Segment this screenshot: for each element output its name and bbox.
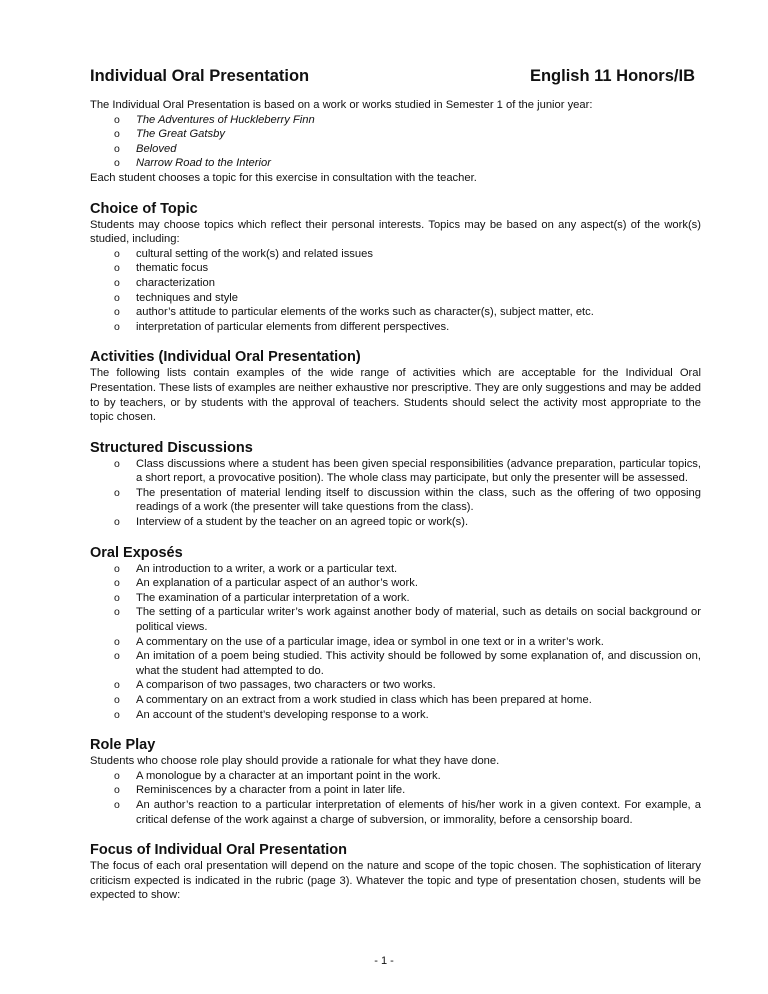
list-item: o A commentary on an extract from a work studied in class which has been prepared at home. (90, 693, 701, 708)
list-item: o Interview of a student by the teacher on an agreed topic or work(s). (90, 515, 701, 530)
page-number: - 1 - (374, 955, 394, 967)
page-content (90, 66, 701, 903)
list-item: o An account of the student’s developing response to a work. (90, 708, 701, 723)
course-name: English 11 Honors/IB (529, 67, 695, 85)
list-item: o author’s attitude to particular elements of the works such as character(s), subject matter, etc. (90, 305, 701, 320)
section-heading-focus: Focus of Individual Oral Presentation (90, 842, 348, 859)
intro-closing: Each student chooses a topic for this exercise in consultation with the teacher. (90, 171, 477, 184)
work-item: o Beloved (90, 142, 701, 157)
roleplay-text: Students who choose role play should provide a rationale for what they have done. (90, 755, 500, 768)
section-heading-structured: Structured Discussions (90, 439, 253, 456)
roleplay-list (90, 769, 701, 827)
list-item: o An imitation of a poem being studied. This activity should be followed by some explanation of, and discussion on, what the student had attempted to do. (90, 649, 701, 678)
list-item: o techniques and style (90, 291, 701, 306)
title-row (90, 66, 701, 86)
list-item: o The examination of a particular interpretation of a work. (90, 591, 701, 606)
list-item: o An author’s reaction to a particular interpretation of elements of his/her work in a given context. For example, a critical defense of the work against a charge of subversion, or immorality, before a censorship board. (90, 798, 701, 827)
intro-text: The Individual Oral Presentation is based on a work or works studied in Semester 1 of the junior year: (90, 99, 593, 111)
exposes-list (90, 562, 701, 723)
topic-list (90, 247, 701, 335)
works-list (90, 113, 701, 171)
list-item: o An introduction to a writer, a work or a particular text. (90, 562, 701, 577)
activities-text: The following lists contain examples of the wide range of activities which are acceptable for the Individual Oral Presentation. These lists of examples are neither exhaustive nor prescriptive. They are only suggestions and may be added to by teachers, or by students with the approval of teachers. Students should select the activity most appropriate to the topic chosen. (90, 367, 701, 424)
list-item: o characterization (90, 276, 701, 291)
work-item: o Narrow Road to the Interior (90, 156, 701, 171)
list-item: o cultural setting of the work(s) and related issues (90, 247, 701, 262)
document-title: Individual Oral Presentation (90, 67, 310, 85)
list-item: o thematic focus (90, 261, 701, 276)
section-heading-exposes: Oral Exposés (90, 544, 183, 561)
list-item: o The presentation of material lending itself to discussion within the class, such as the offering of two opposing readings of a work (the presenter will take questions from the class). (90, 486, 701, 515)
list-item: o interpretation of particular elements from different perspectives. (90, 320, 701, 335)
list-item: o A commentary on the use of a particular image, idea or symbol in one text or in a writer’s work. (90, 635, 701, 650)
section-heading-choice: Choice of Topic (90, 200, 198, 217)
list-item: o An explanation of a particular aspect of an author’s work. (90, 576, 701, 591)
work-item: o The Adventures of Huckleberry Finn (90, 113, 701, 128)
section-heading-activities: Activities (Individual Oral Presentation) (90, 349, 361, 366)
choice-text: Students may choose topics which reflect their personal interests. Topics may be based on any aspect(s) of the work(s) studied, including: (90, 218, 701, 246)
work-item: o The Great Gatsby (90, 127, 701, 142)
list-item: o The setting of a particular writer’s work against another body of material, such as details on social background or political views. (90, 605, 701, 634)
focus-text: The focus of each oral presentation will depend on the nature and scope of the topic chosen. The sophistication of literary criticism expected is indicated in the rubric (page 3). Whatever the topic and type of presentation chosen, students will be expected to show: (90, 860, 701, 902)
section-heading-roleplay: Role Play (90, 737, 156, 754)
list-item: o A monologue by a character at an important point in the work. (90, 769, 701, 784)
list-item: o Class discussions where a student has been given special responsibilities (advance preparation, particular topics, a short report, a provocative position). The whole class may participate, but only the presenter will be assessed. (90, 457, 701, 486)
structured-list (90, 457, 701, 530)
list-item: o Reminiscences by a character from a point in later life. (90, 783, 701, 798)
list-item: o A comparison of two passages, two characters or two works. (90, 678, 701, 693)
